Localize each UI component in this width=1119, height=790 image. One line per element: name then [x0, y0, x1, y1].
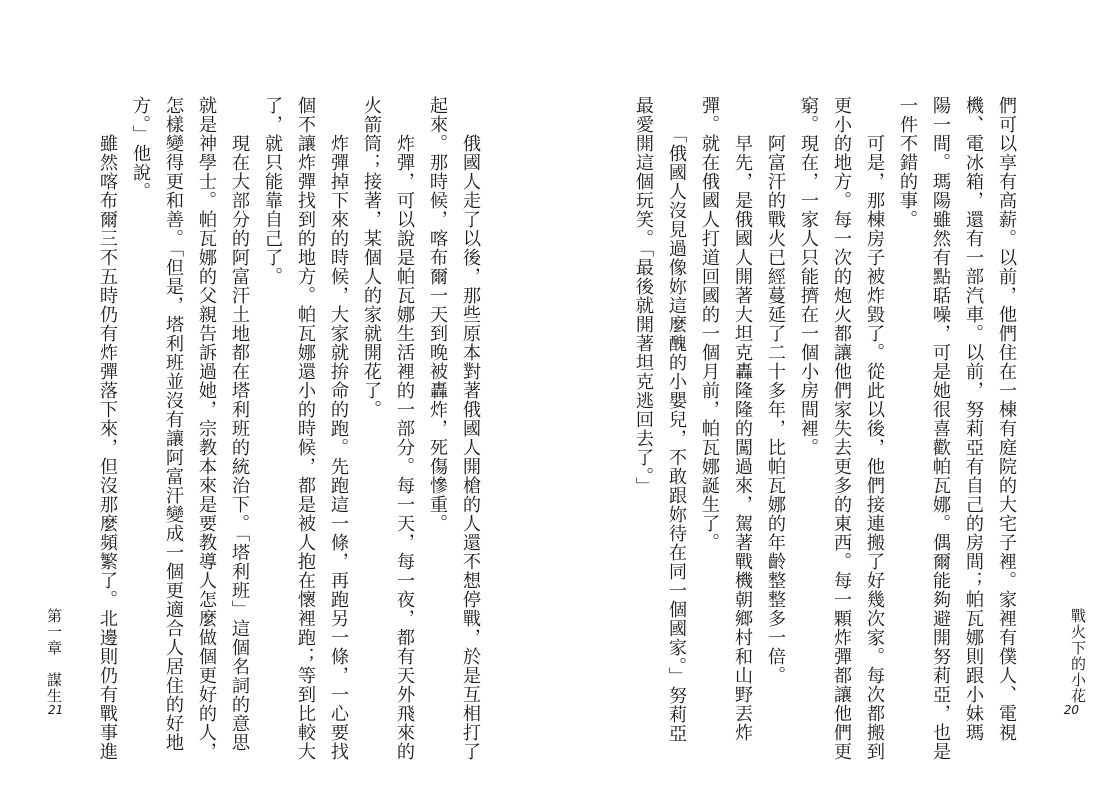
left-page [0, 0, 559, 790]
right-page-body-text: 們可以享有高薪。以前，他們住在一棟有庭院的大宅子裡。家裡有僕人、電視 機、電冰箱，還有一部汽車。以前，努莉亞有自己的房間；帕瓦娜則跟小妹瑪 陽一間。瑪陽雖然有點聒噪，可是她很喜歡帕瓦娜。偶爾能夠避開努莉亞，也是 一件不錯的事。 可是，那棟房子被炸毀了。從此以後，他們接連搬了好幾次家。每次都搬到 更小的地方。每一次的炮火都讓他們家失去更多的東西。每一顆炸彈都讓他們更 窮。現在，一家人只能擠在一個小房間裡。 阿富汗的戰火已經蔓延了二十多年，比帕瓦娜的年齡整整多一倍。 早先，是俄國人開著大坦克轟隆隆的闖過來，駕著戰機朝鄉村和山野丟炸 彈。就在俄國人打道回國的一個月前，帕瓦娜誕生了。 「俄國人沒見過像妳這麼醜的小嬰兒，不敢跟妳待在同一個國家。」努莉亞 最愛開這個玩笑。「最後就開著坦克逃回去了。」 [633, 96, 1017, 761]
right-page [560, 0, 1119, 790]
left-page-number: 21 [48, 703, 64, 717]
left-page-body-text: 俄國人走了以後，那些原本對著俄國人開槍的人還不想停戰，於是互相打了 起來。那時候，喀布爾一天到晚被轟炸，死傷慘重。 炸彈，可以說是帕瓦娜生活裡的一部分。每一天，每一夜，都有天外飛來的 火箭筒；接著，某個人的家就開花了。 炸彈掉下來的時候，大家就拚命的跑。先跑這一條，再跑另一條，一心要找 個不讓炸彈找到的地方。帕瓦娜還小的時候，都是被人抱在懷裡跑；等到比較大 了，就只能靠自己了。 現在大部分的阿富汗土地都在塔利班的統治下。「塔利班」這個名詞的意思 就是神學士。帕瓦娜的父親告訴過她，宗教本來是要教導人怎麼做個更好的人， 怎樣變得更和善。「但是，塔利班並沒有讓阿富汗變成一個更適合人居住的好地 方。」他說。 雖然喀布爾三不五時仍有炸彈落下來，但沒那麼頻繁了。北邊則仍有戰事進 [97, 96, 481, 761]
right-page-number: 20 [1063, 703, 1079, 717]
running-head-chapter-title: 第一章 謀生 [45, 608, 63, 704]
running-head-book-title: 戰火下的小花 [1069, 608, 1087, 704]
